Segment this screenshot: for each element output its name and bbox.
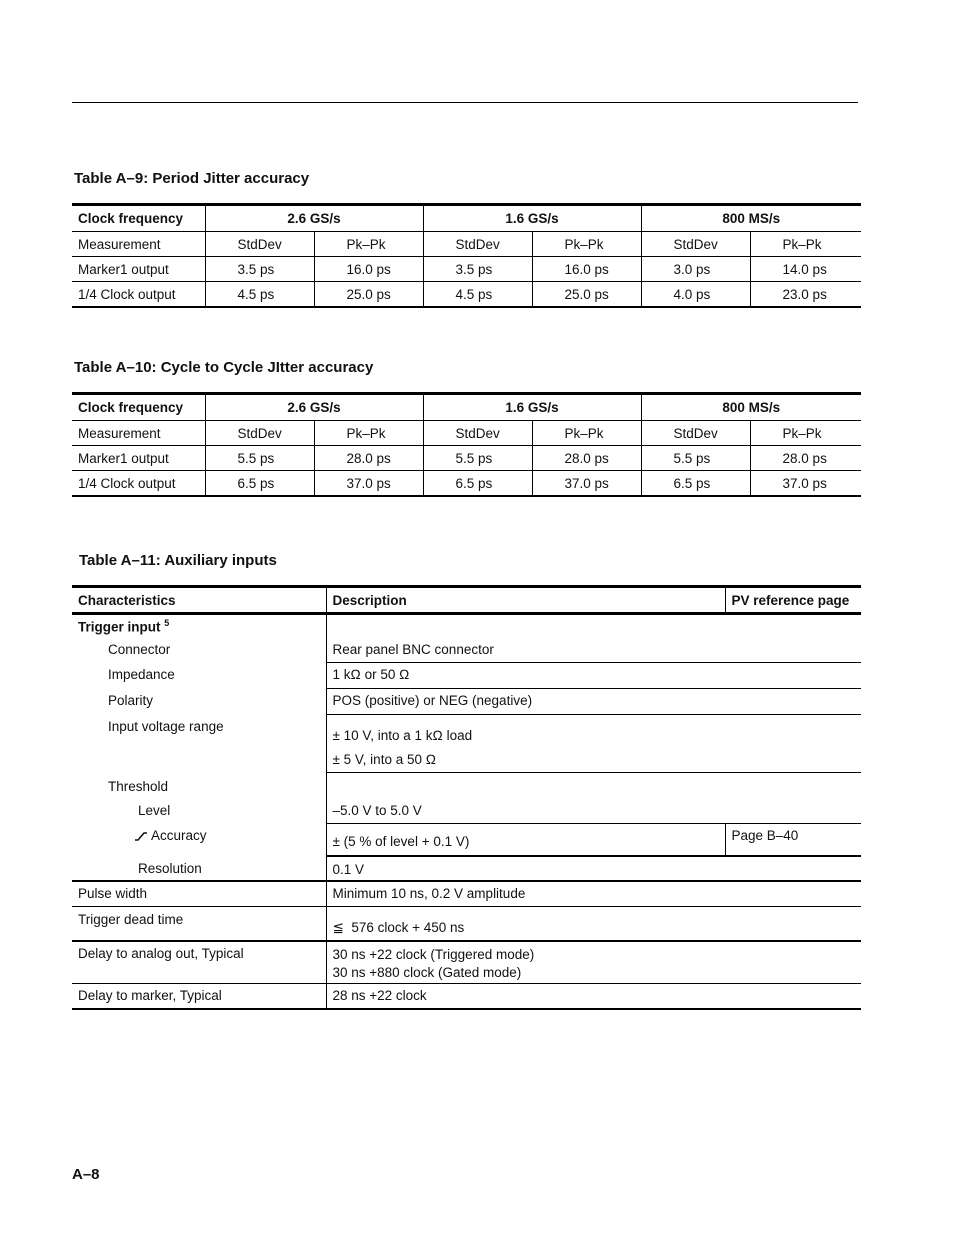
table-cell: 5.5 ps	[205, 446, 314, 471]
table-cell: Delay to marker, Typical	[72, 984, 326, 1009]
table-cell	[326, 715, 861, 773]
table-cell: Pulse width	[72, 881, 326, 907]
table-row	[72, 471, 861, 497]
table-cell: 5.5 ps	[423, 446, 532, 471]
table-cell: Connector	[108, 641, 171, 657]
table-row	[72, 614, 861, 638]
table-cell: Pk–Pk	[750, 232, 861, 257]
table-cell: Impedance	[108, 666, 175, 682]
table-header-row	[72, 587, 861, 614]
table-cell: POS (positive) or NEG (negative)	[326, 689, 861, 715]
trigger-input-text: Trigger input	[78, 619, 161, 635]
table-cell: 1/4 Clock output	[72, 471, 205, 497]
header-cell: Characteristics	[72, 587, 326, 614]
table-cell: 5.5 ps	[641, 446, 750, 471]
table-cell: Measurement	[72, 421, 205, 446]
table-row	[72, 421, 861, 446]
header-cell: 2.6 GS/s	[205, 394, 423, 421]
table-cell	[326, 941, 861, 984]
table-row	[72, 824, 861, 856]
table-cell: 14.0 ps	[750, 257, 861, 282]
table-row	[72, 232, 861, 257]
table-row	[72, 638, 861, 663]
table-row	[72, 881, 861, 907]
table-cell: 6.5 ps	[423, 471, 532, 497]
footnote-marker: 5	[164, 618, 170, 628]
table-cell: Pk–Pk	[314, 421, 423, 446]
header-cell: 800 MS/s	[641, 394, 861, 421]
table-cell: StdDev	[205, 232, 314, 257]
table-cell: StdDev	[641, 232, 750, 257]
table-cell: 25.0 ps	[532, 282, 641, 308]
table-row	[72, 715, 861, 773]
table-cell: Trigger dead time	[72, 907, 326, 941]
voltage-range-line: ± 5 V, into a 50 Ω	[332, 752, 437, 767]
table-cell: Rear panel BNC connector	[326, 638, 861, 663]
table-cell: Marker1 output	[72, 257, 205, 282]
table-cell: ≦ 576 clock + 450 ns	[326, 907, 861, 941]
table-cell: Measurement	[72, 232, 205, 257]
table-cell: Threshold	[108, 778, 169, 794]
table-cell: 28.0 ps	[750, 446, 861, 471]
header-cell: 800 MS/s	[641, 205, 861, 232]
table-cell: 3.5 ps	[205, 257, 314, 282]
table-cell: 37.0 ps	[314, 471, 423, 497]
table-cell: 23.0 ps	[750, 282, 861, 308]
table-cell: Marker1 output	[72, 446, 205, 471]
table-cell: 1/4 Clock output	[72, 282, 205, 308]
table-cell: 4.5 ps	[423, 282, 532, 308]
table-cell: StdDev	[205, 421, 314, 446]
table-cell: Pk–Pk	[750, 421, 861, 446]
table-cell: 3.5 ps	[423, 257, 532, 282]
table-row	[72, 663, 861, 689]
table-cell: 6.5 ps	[641, 471, 750, 497]
table-cell: 1 kΩ or 50 Ω	[326, 663, 861, 689]
table-cell: Polarity	[108, 692, 154, 708]
table-cell: StdDev	[641, 421, 750, 446]
table-header-row	[72, 205, 861, 232]
delay-analog-line: 30 ns +22 clock (Triggered mode)	[332, 946, 535, 962]
table-cell: Minimum 10 ns, 0.2 V amplitude	[326, 881, 861, 907]
table-header-row	[72, 394, 861, 421]
table-cell	[326, 614, 861, 638]
table-cell: 0.1 V	[326, 856, 861, 881]
table-cell: 28.0 ps	[314, 446, 423, 471]
table-cell: 4.0 ps	[641, 282, 750, 308]
header-cell: PV reference page	[725, 587, 861, 614]
table-cell: Pk–Pk	[532, 232, 641, 257]
table-cell: StdDev	[423, 421, 532, 446]
table-cell: Delay to analog out, Typical	[72, 941, 326, 984]
table-cell: Pk–Pk	[532, 421, 641, 446]
table-row	[72, 689, 861, 715]
table-cell: 28 ns +22 clock	[326, 984, 861, 1009]
page-number: A–8	[72, 1166, 100, 1183]
table-cell: 25.0 ps	[314, 282, 423, 308]
table-row	[72, 856, 861, 881]
header-cell: 1.6 GS/s	[423, 394, 641, 421]
table-cell: Level	[138, 802, 171, 818]
table-cell: StdDev	[423, 232, 532, 257]
table-a11-caption: Table A–11: Auxiliary inputs	[79, 552, 277, 569]
table-cell: 37.0 ps	[532, 471, 641, 497]
table-cell: 3.0 ps	[641, 257, 750, 282]
table-cell	[72, 824, 326, 856]
table-cell	[326, 773, 861, 798]
table-cell: 4.5 ps	[205, 282, 314, 308]
header-cell: Clock frequency	[72, 205, 205, 232]
table-row	[72, 282, 861, 308]
voltage-range-line: ± 10 V, into a 1 kΩ load	[332, 728, 473, 743]
rising-edge-icon	[134, 831, 148, 841]
table-cell: Input voltage range	[108, 718, 224, 734]
delay-analog-line: 30 ns +880 clock (Gated mode)	[332, 964, 522, 980]
table-row	[72, 907, 861, 941]
table-a10	[72, 392, 861, 497]
table-cell: Resolution	[72, 856, 326, 881]
table-cell: 37.0 ps	[750, 471, 861, 497]
table-cell: 28.0 ps	[532, 446, 641, 471]
table-cell: 16.0 ps	[314, 257, 423, 282]
table-cell: Pk–Pk	[314, 232, 423, 257]
table-row	[72, 984, 861, 1009]
header-rule	[72, 102, 858, 103]
table-cell: 16.0 ps	[532, 257, 641, 282]
table-row	[72, 941, 861, 984]
header-cell: Clock frequency	[72, 394, 205, 421]
header-cell: 1.6 GS/s	[423, 205, 641, 232]
accuracy-label: Accuracy	[151, 827, 207, 843]
table-a11	[72, 585, 861, 1010]
table-row	[72, 798, 861, 824]
table-cell: ± (5 % of level + 0.1 V)	[326, 824, 725, 856]
header-cell: 2.6 GS/s	[205, 205, 423, 232]
table-cell: Page B–40	[725, 824, 861, 856]
table-row	[72, 446, 861, 471]
trigger-input-label	[72, 614, 326, 638]
table-cell: –5.0 V to 5.0 V	[326, 798, 861, 824]
table-a9	[72, 203, 861, 308]
table-a10-caption: Table A–10: Cycle to Cycle JItter accuracy	[74, 359, 374, 376]
table-cell: 6.5 ps	[205, 471, 314, 497]
table-row	[72, 773, 861, 798]
header-cell: Description	[326, 587, 725, 614]
table-row	[72, 257, 861, 282]
table-a9-caption: Table A–9: Period Jitter accuracy	[74, 170, 310, 187]
